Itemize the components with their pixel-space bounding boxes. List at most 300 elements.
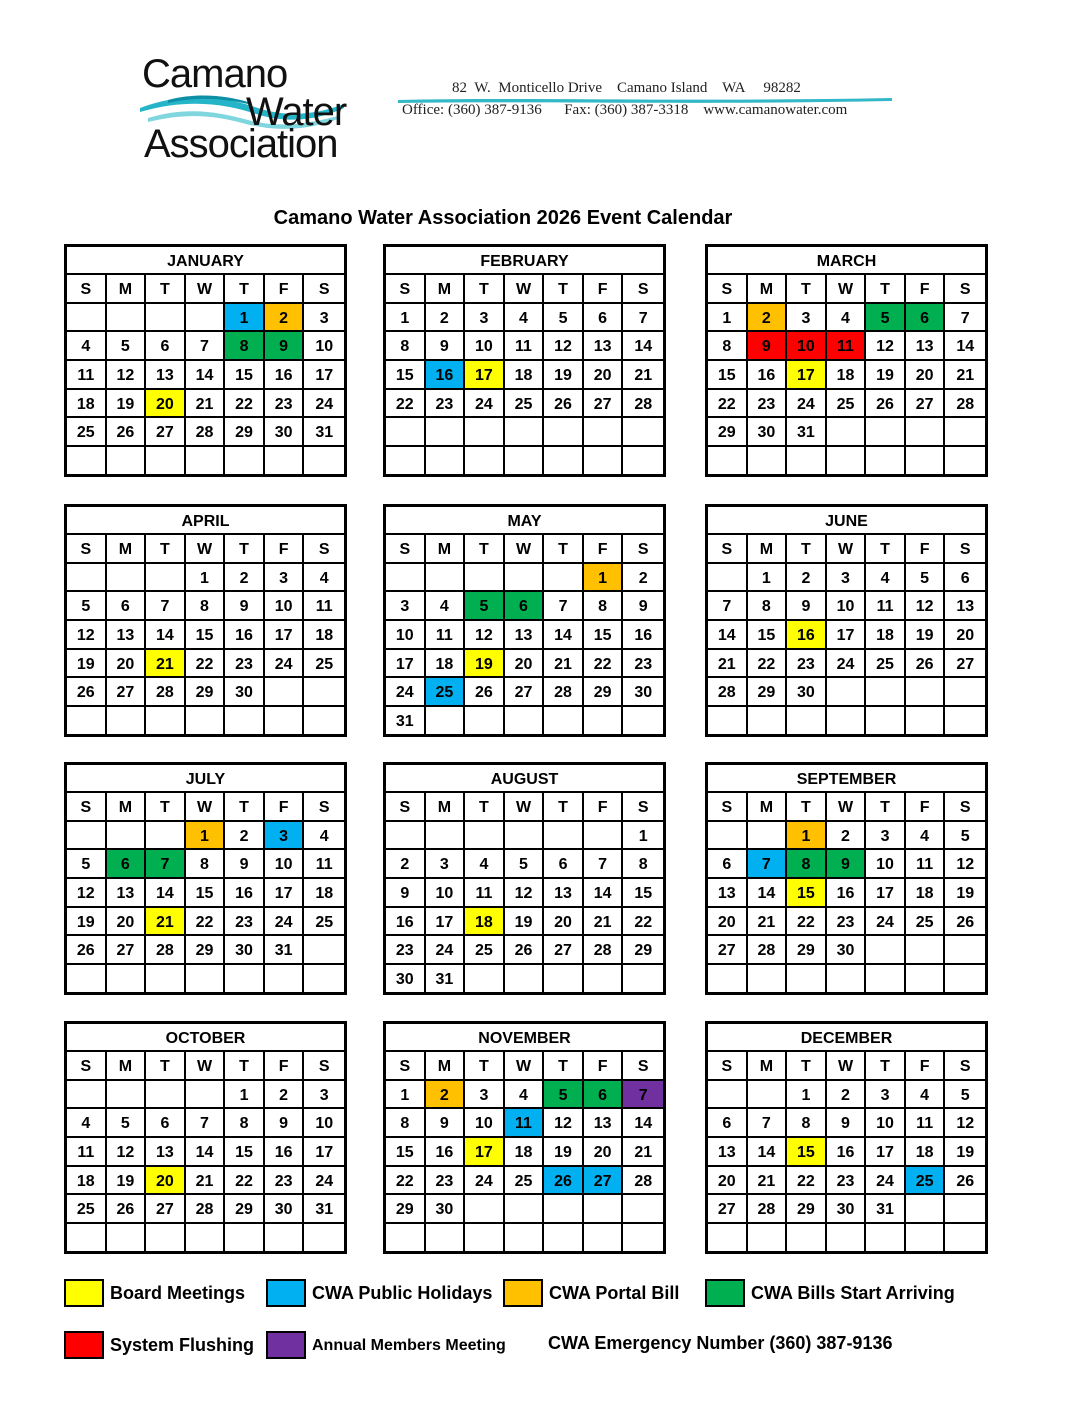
day-cell: 4: [67, 332, 107, 361]
day-cell: 6: [708, 1109, 748, 1138]
day-cell: 29: [787, 1195, 827, 1224]
day-cell: 27: [146, 418, 186, 447]
day-cell: 28: [623, 1167, 663, 1196]
empty-cell: [945, 1195, 985, 1224]
empty-cell: [304, 707, 344, 736]
day-cell-annual: 7: [623, 1081, 663, 1110]
day-cell: 15: [708, 361, 748, 390]
day-cell: 30: [265, 418, 305, 447]
day-cell: 5: [544, 304, 584, 333]
day-cell: 22: [186, 908, 226, 937]
weekday-header: T: [146, 1052, 186, 1081]
empty-cell: [426, 418, 466, 447]
day-cell: 1: [708, 304, 748, 333]
day-cell: 7: [584, 850, 624, 879]
day-cell: 20: [584, 361, 624, 390]
weekday-header: T: [465, 793, 505, 822]
day-cell: 22: [386, 390, 426, 419]
day-cell: 16: [827, 1138, 867, 1167]
day-cell: 7: [544, 592, 584, 621]
legend-swatch: [64, 1279, 104, 1307]
empty-cell: [465, 965, 505, 994]
legend-label: System Flushing: [110, 1335, 255, 1355]
weekday-header: S: [708, 793, 748, 822]
contact-block: [398, 80, 898, 124]
day-cell: 9: [827, 1109, 867, 1138]
day-cell: 18: [906, 879, 946, 908]
day-cell-portal: 1: [787, 822, 827, 851]
day-cell: 23: [827, 1167, 867, 1196]
day-cell: 28: [748, 936, 788, 965]
weekday-header: T: [465, 275, 505, 304]
day-cell: 28: [748, 1195, 788, 1224]
day-cell-bills: 6: [107, 850, 147, 879]
day-cell: 29: [225, 1195, 265, 1224]
weekday-header: T: [787, 793, 827, 822]
empty-cell: [827, 678, 867, 707]
weekday-header: T: [146, 793, 186, 822]
day-cell: 18: [906, 1138, 946, 1167]
day-cell: 6: [146, 1109, 186, 1138]
empty-cell: [584, 1195, 624, 1224]
weekday-header: S: [945, 793, 985, 822]
empty-cell: [505, 564, 545, 593]
day-cell: 14: [708, 621, 748, 650]
day-cell: 13: [584, 1109, 624, 1138]
day-cell-holiday: 11: [505, 1109, 545, 1138]
empty-cell: [906, 936, 946, 965]
day-cell: 29: [708, 418, 748, 447]
day-cell: 25: [67, 1195, 107, 1224]
empty-cell: [866, 936, 906, 965]
day-cell: 26: [906, 650, 946, 679]
day-cell: 30: [748, 418, 788, 447]
day-cell-board: 20: [146, 1167, 186, 1196]
empty-cell: [386, 418, 426, 447]
month-grid: [386, 535, 663, 736]
empty-cell: [304, 965, 344, 994]
empty-cell: [107, 447, 147, 476]
day-cell: 14: [623, 332, 663, 361]
month-november: [383, 1021, 666, 1254]
day-cell: 5: [945, 822, 985, 851]
calendar-title: Camano Water Association 2026 Event Calendar: [273, 207, 733, 229]
day-cell: 19: [866, 361, 906, 390]
weekday-header: F: [906, 275, 946, 304]
day-cell: 20: [544, 908, 584, 937]
day-cell: 20: [708, 908, 748, 937]
day-cell: 28: [945, 390, 985, 419]
day-cell: 5: [505, 850, 545, 879]
weekday-header: T: [225, 1052, 265, 1081]
legend-label: Annual Members Meeting: [312, 1337, 506, 1354]
day-cell: 28: [708, 678, 748, 707]
day-cell: 11: [505, 332, 545, 361]
day-cell: 9: [225, 592, 265, 621]
day-cell: 6: [945, 564, 985, 593]
empty-cell: [67, 304, 107, 333]
day-cell-board: 15: [787, 879, 827, 908]
empty-cell: [107, 564, 147, 593]
day-cell: 17: [265, 879, 305, 908]
day-cell: 26: [505, 936, 545, 965]
empty-cell: [708, 707, 748, 736]
day-cell: 5: [107, 1109, 147, 1138]
empty-cell: [146, 965, 186, 994]
day-cell: 24: [866, 1167, 906, 1196]
legend-swatch: [266, 1331, 306, 1359]
day-cell: 13: [505, 621, 545, 650]
day-cell: 30: [426, 1195, 466, 1224]
weekday-header: W: [505, 793, 545, 822]
day-cell: 7: [945, 304, 985, 333]
day-cell: 6: [544, 850, 584, 879]
day-cell: 13: [906, 332, 946, 361]
empty-cell: [708, 965, 748, 994]
weekday-header: S: [623, 793, 663, 822]
day-cell: 28: [146, 678, 186, 707]
day-cell: 20: [584, 1138, 624, 1167]
day-cell: 5: [107, 332, 147, 361]
day-cell: 3: [465, 304, 505, 333]
month-name: FEBRUARY: [386, 247, 663, 275]
day-cell: 25: [906, 908, 946, 937]
day-cell: 9: [426, 1109, 466, 1138]
day-cell: 23: [623, 650, 663, 679]
empty-cell: [787, 1224, 827, 1253]
empty-cell: [748, 822, 788, 851]
weekday-header: S: [945, 1052, 985, 1081]
weekday-header: S: [386, 275, 426, 304]
empty-cell: [465, 564, 505, 593]
day-cell: 18: [505, 361, 545, 390]
empty-cell: [67, 564, 107, 593]
day-cell: 26: [945, 908, 985, 937]
empty-cell: [866, 418, 906, 447]
day-cell: 11: [304, 592, 344, 621]
weekday-header: S: [945, 535, 985, 564]
day-cell: 12: [866, 332, 906, 361]
day-cell: 20: [708, 1167, 748, 1196]
empty-cell: [623, 418, 663, 447]
day-cell: 24: [265, 908, 305, 937]
day-cell: 8: [787, 1109, 827, 1138]
empty-cell: [906, 418, 946, 447]
day-cell: 3: [787, 304, 827, 333]
day-cell: 9: [426, 332, 466, 361]
empty-cell: [146, 447, 186, 476]
day-cell: 8: [186, 592, 226, 621]
day-cell: 18: [67, 1167, 107, 1196]
day-cell: 19: [67, 908, 107, 937]
empty-cell: [544, 1224, 584, 1253]
day-cell: 3: [827, 564, 867, 593]
empty-cell: [544, 707, 584, 736]
day-cell: 6: [584, 304, 624, 333]
day-cell: 8: [386, 1109, 426, 1138]
month-grid: [386, 793, 663, 994]
day-cell: 4: [304, 564, 344, 593]
empty-cell: [584, 822, 624, 851]
empty-cell: [827, 447, 867, 476]
day-cell: 3: [386, 592, 426, 621]
weekday-header: W: [186, 275, 226, 304]
day-cell: 22: [787, 1167, 827, 1196]
day-cell: 31: [265, 936, 305, 965]
empty-cell: [67, 965, 107, 994]
day-cell: 7: [748, 1109, 788, 1138]
day-cell: 11: [426, 621, 466, 650]
day-cell: 9: [787, 592, 827, 621]
day-cell-board: 17: [465, 361, 505, 390]
day-cell: 30: [787, 678, 827, 707]
day-cell: 10: [465, 1109, 505, 1138]
empty-cell: [304, 936, 344, 965]
weekday-header: F: [265, 793, 305, 822]
month-grid: [708, 793, 985, 994]
empty-cell: [945, 418, 985, 447]
empty-cell: [708, 1081, 748, 1110]
empty-cell: [544, 564, 584, 593]
weekday-header: T: [544, 1052, 584, 1081]
day-cell: 8: [748, 592, 788, 621]
day-cell: 16: [225, 879, 265, 908]
empty-cell: [146, 1081, 186, 1110]
day-cell: 4: [67, 1109, 107, 1138]
day-cell: 3: [304, 304, 344, 333]
day-cell-portal: 2: [426, 1081, 466, 1110]
day-cell: 3: [866, 1081, 906, 1110]
empty-cell: [225, 1224, 265, 1253]
day-cell: 10: [265, 850, 305, 879]
empty-cell: [866, 447, 906, 476]
day-cell: 14: [186, 361, 226, 390]
weekday-header: M: [107, 1052, 147, 1081]
weekday-header: M: [748, 793, 788, 822]
day-cell: 27: [906, 390, 946, 419]
empty-cell: [708, 1224, 748, 1253]
day-cell: 2: [623, 564, 663, 593]
day-cell: 13: [708, 1138, 748, 1167]
weekday-header: T: [544, 275, 584, 304]
month-grid: [386, 1052, 663, 1253]
weekday-header: T: [146, 535, 186, 564]
empty-cell: [265, 1224, 305, 1253]
day-cell: 23: [426, 1167, 466, 1196]
day-cell: 28: [584, 936, 624, 965]
day-cell: 27: [107, 678, 147, 707]
day-cell: 15: [386, 1138, 426, 1167]
day-cell: 15: [225, 361, 265, 390]
day-cell: 2: [386, 850, 426, 879]
day-cell: 15: [186, 621, 226, 650]
empty-cell: [465, 822, 505, 851]
weekday-header: T: [225, 275, 265, 304]
weekday-header: M: [426, 793, 466, 822]
day-cell: 23: [225, 650, 265, 679]
empty-cell: [146, 707, 186, 736]
weekday-header: F: [265, 1052, 305, 1081]
day-cell: 27: [708, 936, 748, 965]
day-cell: 14: [584, 879, 624, 908]
day-cell: 30: [386, 965, 426, 994]
day-cell: 8: [386, 332, 426, 361]
day-cell-board: 20: [146, 390, 186, 419]
weekday-header: F: [906, 793, 946, 822]
day-cell: 17: [304, 361, 344, 390]
day-cell: 14: [623, 1109, 663, 1138]
day-cell: 21: [186, 390, 226, 419]
day-cell: 23: [787, 650, 827, 679]
day-cell: 2: [827, 822, 867, 851]
day-cell: 20: [906, 361, 946, 390]
day-cell: 13: [146, 361, 186, 390]
day-cell: 3: [265, 564, 305, 593]
day-cell-holiday: 25: [426, 678, 466, 707]
day-cell: 4: [866, 564, 906, 593]
day-cell-bills: 8: [225, 332, 265, 361]
empty-cell: [827, 1224, 867, 1253]
empty-cell: [146, 822, 186, 851]
day-cell: 29: [584, 678, 624, 707]
empty-cell: [505, 707, 545, 736]
day-cell: 15: [748, 621, 788, 650]
day-cell: 2: [265, 1081, 305, 1110]
day-cell: 7: [186, 332, 226, 361]
day-cell: 5: [945, 1081, 985, 1110]
empty-cell: [465, 447, 505, 476]
day-cell: 21: [544, 650, 584, 679]
day-cell: 21: [708, 650, 748, 679]
empty-cell: [426, 707, 466, 736]
weekday-header: M: [107, 275, 147, 304]
day-cell: 6: [146, 332, 186, 361]
day-cell: 9: [225, 850, 265, 879]
empty-cell: [107, 1081, 147, 1110]
legend-label: CWA Bills Start Arriving: [751, 1283, 955, 1303]
day-cell: 16: [265, 361, 305, 390]
day-cell: 12: [544, 1109, 584, 1138]
day-cell: 14: [748, 1138, 788, 1167]
empty-cell: [386, 564, 426, 593]
month-june: [705, 504, 988, 737]
month-name: MAY: [386, 507, 663, 535]
day-cell: 10: [465, 332, 505, 361]
day-cell: 12: [67, 879, 107, 908]
empty-cell: [304, 1224, 344, 1253]
day-cell: 12: [465, 621, 505, 650]
day-cell: 13: [107, 621, 147, 650]
day-cell: 2: [827, 1081, 867, 1110]
day-cell-holiday: 7: [748, 850, 788, 879]
day-cell-portal: 2: [748, 304, 788, 333]
day-cell: 19: [505, 908, 545, 937]
day-cell: 7: [708, 592, 748, 621]
day-cell: 12: [945, 1109, 985, 1138]
day-cell: 23: [426, 390, 466, 419]
empty-cell: [787, 965, 827, 994]
day-cell: 16: [748, 361, 788, 390]
day-cell: 27: [544, 936, 584, 965]
legend-swatch: [266, 1279, 306, 1307]
day-cell: 12: [505, 879, 545, 908]
empty-cell: [426, 1224, 466, 1253]
empty-cell: [623, 965, 663, 994]
day-cell: 5: [67, 592, 107, 621]
day-cell: 31: [426, 965, 466, 994]
empty-cell: [906, 707, 946, 736]
day-cell: 17: [386, 650, 426, 679]
day-cell: 16: [426, 1138, 466, 1167]
day-cell: 13: [107, 879, 147, 908]
day-cell: 15: [584, 621, 624, 650]
day-cell-bills: 5: [465, 592, 505, 621]
day-cell: 31: [787, 418, 827, 447]
logo-word-water: Water: [246, 90, 347, 134]
day-cell-holiday: 26: [544, 1167, 584, 1196]
weekday-header: T: [866, 793, 906, 822]
empty-cell: [945, 707, 985, 736]
day-cell: 25: [67, 418, 107, 447]
day-cell: 21: [584, 908, 624, 937]
day-cell: 8: [708, 332, 748, 361]
day-cell: 2: [426, 304, 466, 333]
empty-cell: [107, 822, 147, 851]
day-cell: 26: [67, 678, 107, 707]
day-cell: 29: [623, 936, 663, 965]
day-cell: 18: [866, 621, 906, 650]
empty-cell: [505, 447, 545, 476]
day-cell: 27: [708, 1195, 748, 1224]
empty-cell: [748, 447, 788, 476]
month-may: [383, 504, 666, 737]
day-cell: 11: [906, 1109, 946, 1138]
day-cell: 29: [386, 1195, 426, 1224]
empty-cell: [906, 1195, 946, 1224]
empty-cell: [304, 447, 344, 476]
day-cell: 22: [623, 908, 663, 937]
day-cell-bills: 5: [544, 1081, 584, 1110]
month-name: AUGUST: [386, 765, 663, 793]
day-cell-portal: 2: [265, 304, 305, 333]
weekday-header: F: [584, 275, 624, 304]
weekday-header: M: [748, 535, 788, 564]
month-name: DECEMBER: [708, 1024, 985, 1052]
weekday-header: W: [505, 535, 545, 564]
day-cell: 14: [146, 879, 186, 908]
day-cell: 12: [945, 850, 985, 879]
weekday-header: S: [623, 1052, 663, 1081]
weekday-header: M: [426, 535, 466, 564]
day-cell: 16: [827, 879, 867, 908]
day-cell: 27: [146, 1195, 186, 1224]
day-cell: 18: [505, 1138, 545, 1167]
empty-cell: [426, 564, 466, 593]
day-cell: 19: [544, 1138, 584, 1167]
day-cell: 11: [906, 850, 946, 879]
day-cell-holiday: 27: [584, 1167, 624, 1196]
day-cell: 26: [866, 390, 906, 419]
day-cell-holiday: 3: [265, 822, 305, 851]
empty-cell: [465, 1195, 505, 1224]
legend-label: CWA Portal Bill: [549, 1283, 680, 1303]
day-cell: 4: [505, 1081, 545, 1110]
day-cell: 23: [748, 390, 788, 419]
day-cell: 10: [386, 621, 426, 650]
day-cell: 15: [225, 1138, 265, 1167]
day-cell: 13: [708, 879, 748, 908]
day-cell-flushing: 11: [827, 332, 867, 361]
